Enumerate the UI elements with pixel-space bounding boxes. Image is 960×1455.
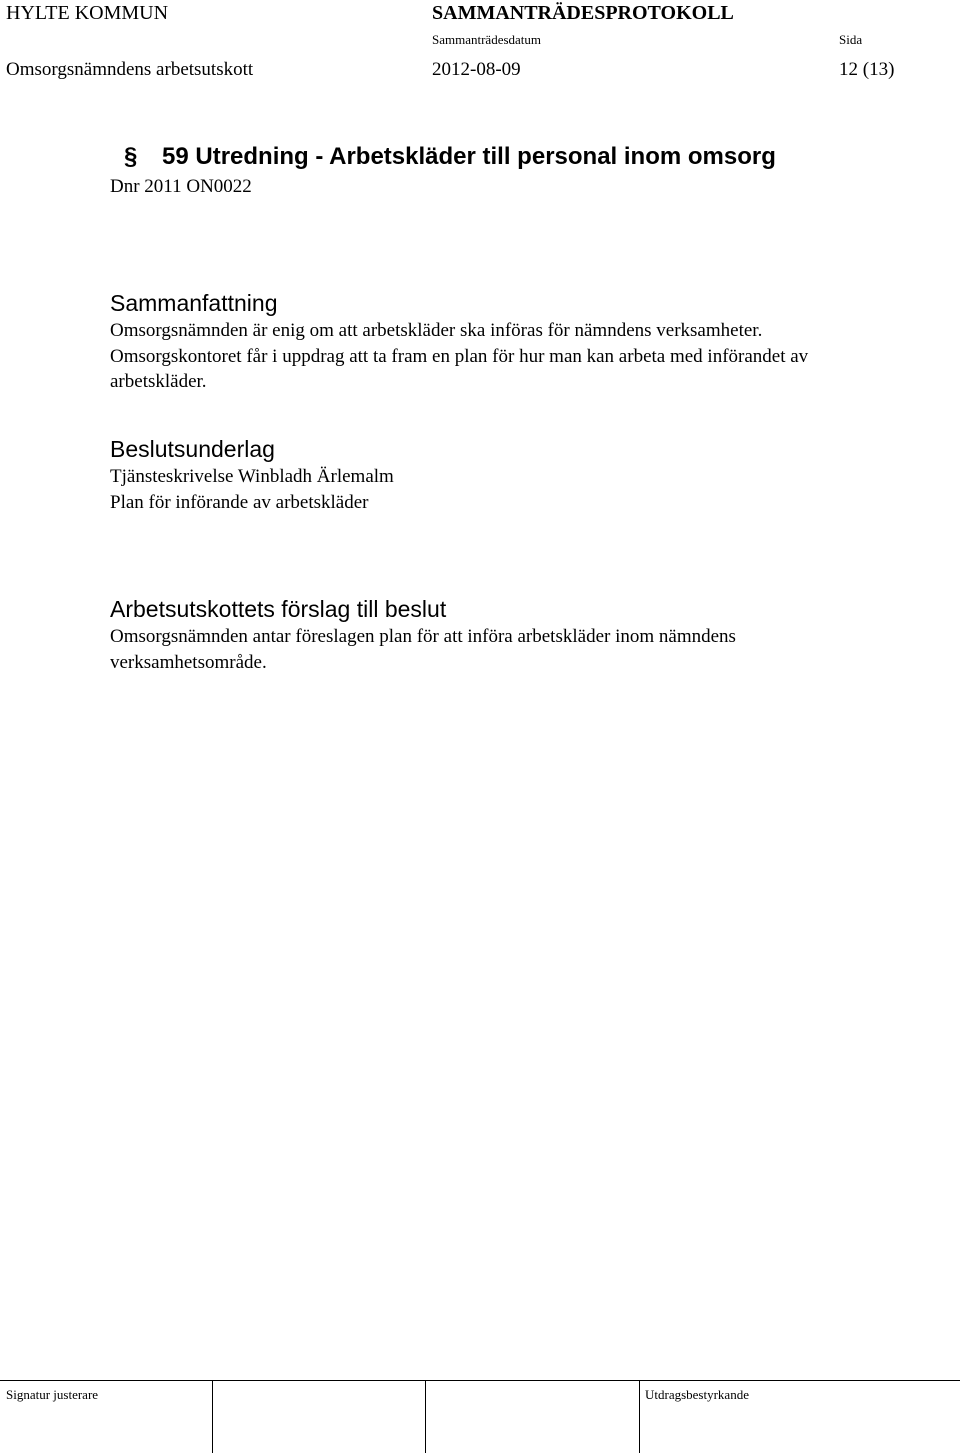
decision-basis-section (110, 434, 940, 515)
footer-divider (639, 1381, 640, 1453)
page-label: Sida (839, 32, 863, 47)
proposal-section (110, 594, 940, 675)
proposal-line: Omsorgsnämnden antar föreslagen plan för att införa arbetskläder inom nämndens (110, 626, 736, 647)
decision-basis-heading: Beslutsunderlag (110, 436, 275, 462)
summary-line: Omsorgsnämnden är enig om att arbetskläder ska införas för nämndens verksamheter. (110, 320, 763, 341)
meeting-date-label: Sammanträdesdatum (432, 32, 542, 47)
page-number: 12 (13) (839, 59, 895, 80)
decision-basis-item: Plan för införande av arbetskläder (110, 491, 369, 513)
proposal-heading: Arbetsutskottets förslag till beslut (110, 596, 447, 622)
paragraph-sign: § (124, 143, 138, 170)
summary-line: arbetskläder. (110, 371, 207, 392)
footer-divider (425, 1381, 426, 1453)
case-number: Dnr 2011 ON0022 (110, 176, 252, 197)
meeting-date: 2012-08-09 (432, 59, 521, 80)
summary-section (110, 288, 940, 395)
proposal-line: verksamhetsområde. (110, 651, 267, 673)
footer-divider (212, 1381, 213, 1453)
extract-certification-label: Utdragsbestyrkande (645, 1387, 749, 1402)
document-type: SAMMANTRÄDESPROTOKOLL (432, 2, 734, 24)
signature-label: Signatur justerare (6, 1387, 99, 1402)
summary-heading: Sammanfattning (110, 290, 278, 316)
signature-footer (0, 1380, 960, 1455)
section-title: 59 Utredning - Arbetskläder till personal inom omsorg (162, 143, 776, 170)
section-heading (124, 143, 776, 171)
committee-name: Omsorgsnämndens arbetsutskott (6, 59, 254, 80)
decision-basis-item: Tjänsteskrivelse Winbladh Ärlemalm (110, 466, 394, 487)
municipality-name: HYLTE KOMMUN (6, 2, 169, 24)
summary-line: Omsorgskontoret får i uppdrag att ta fram en plan för hur man kan arbeta med införandet av (110, 345, 809, 367)
